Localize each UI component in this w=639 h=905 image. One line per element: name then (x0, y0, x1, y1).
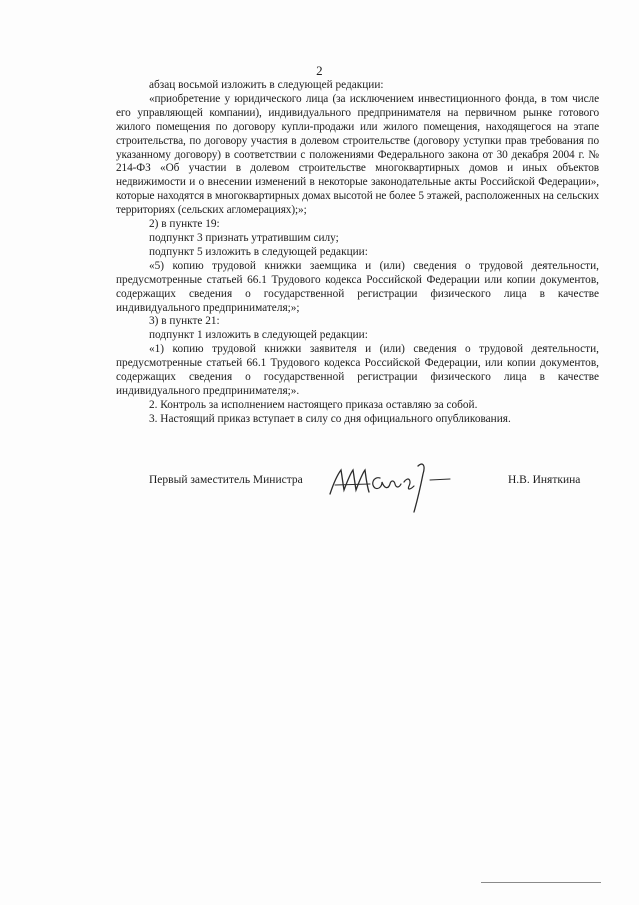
paragraph-item-2: 2) в пункте 19: (149, 218, 220, 231)
paragraph-subitem-5: подпункт 5 изложить в следующей редакции: (149, 245, 368, 258)
paragraph-subitem-3: подпункт 3 признать утратившим силу; (149, 231, 339, 244)
paragraph-quote-acquisition: «приобретение у юридического лица (за исключением инвестиционного фонда, в том числе его управляющей компании), индивидуального предпринимателя на первичном рынке готового жилого помещения по договору купли-продажи или жилого помещения, находящегося на этапе строительства, по договору участия в долевом строительстве (договору уступки прав требования по указанному договору) в соответствии с положениями Федерального закона от 30 декабря 2004 г. № 214-ФЗ «Об участии в долевом строительстве многоквартирных домов и иных объектов недвижимости и о внесении изменений в некоторые законодательные акты Российской Федерации», которые находятся в многоквартирных домах высотой не более 5 этажей, расположенных на сельских территориях (сельских агломерациях);»; (116, 92, 599, 217)
document-body (116, 79, 599, 427)
paragraph-quote-1: «1) копию трудовой книжки заявителя и (или) сведения о трудовой деятельности, предусмотренные статьей 66.1 Трудового кодекса Российской Федерации, или копии документов, содержащих сведения о государственной регистрации физического лица в качестве индивидуального предпринимателя;». (116, 343, 599, 397)
signatory-name: Н.В. Иняткина (508, 474, 581, 486)
paragraph-control: 2. Контроль за исполнением настоящего приказа оставляю за собой. (149, 398, 478, 411)
paragraph-intro: абзац восьмой изложить в следующей редакции: (149, 79, 384, 91)
page-number: 2 (316, 63, 323, 78)
signatory-title: Первый заместитель Министра (149, 474, 303, 486)
handwritten-signature (326, 454, 456, 518)
footer-divider (481, 882, 601, 883)
paragraph-item-3: 3) в пункте 21: (149, 315, 220, 328)
paragraph-effective: 3. Настоящий приказ вступает в силу со дня официального опубликования. (149, 412, 511, 425)
paragraph-subitem-1: подпункт 1 изложить в следующей редакции: (149, 329, 368, 342)
paragraph-quote-5: «5) копию трудовой книжки заемщика и (или) сведения о трудовой деятельности, предусмотренные статьей 66.1 Трудового кодекса Российской Федерации или копии документов, содержащих сведения о государственной регистрации физического лица в качестве индивидуального предпринимателя;»; (116, 259, 599, 314)
